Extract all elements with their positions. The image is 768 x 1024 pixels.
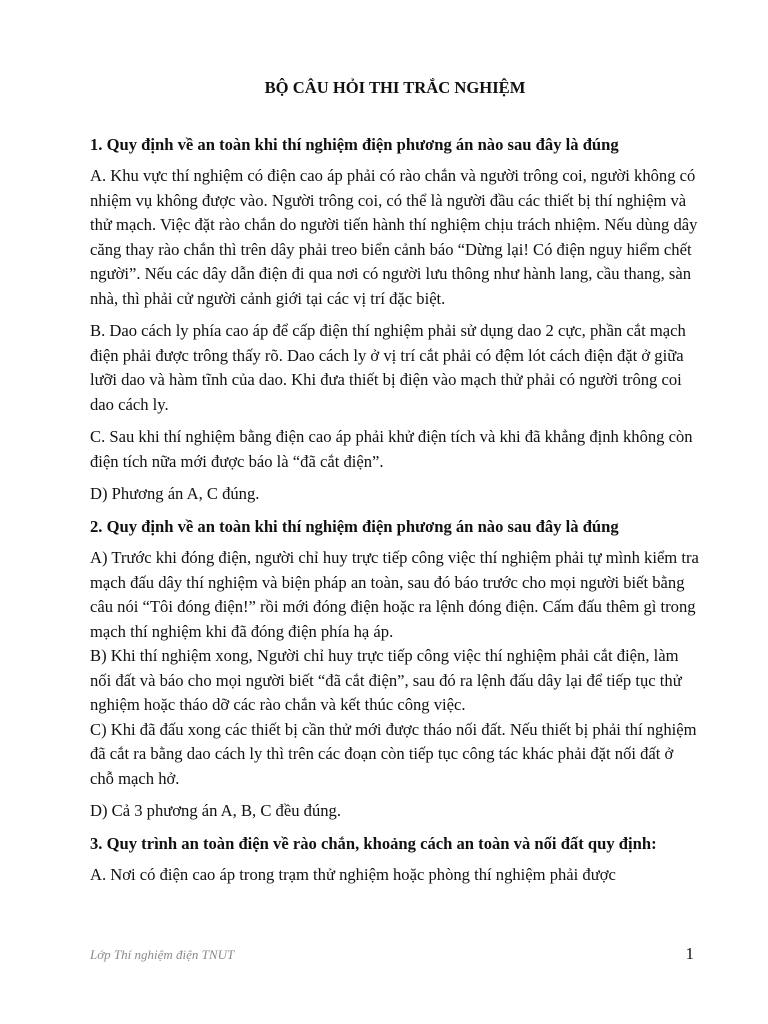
document-page [90, 76, 700, 896]
question-1-option-b: B. Dao cách ly phía cao áp để cấp điện thí nghiệm phải sử dụng dao 2 cực, phần cắt mạch điện phải được trông thấy rõ. Dao cách ly ở vị trí cắt phải có đệm lót cách điện đặt ở giữa lưỡi dao và hàm tĩnh của dao. Khi đưa thiết bị điện vào mạch thử phải có người trông coi dao cách ly. [90, 321, 686, 414]
document-title: BỘ CÂU HỎI THI TRẮC NGHIỆM [264, 78, 526, 97]
question-3-heading: 3. Quy trình an toàn điện về rào chắn, khoảng cách an toàn và nối đất quy định: [90, 833, 657, 853]
page-footer [90, 944, 694, 964]
question-1-option-d: D) Phương án A, C đúng. [90, 484, 260, 503]
question-2-option-d: D) Cả 3 phương án A, B, C đều đúng. [90, 801, 341, 820]
question-3-option-a: A. Nơi có điện cao áp trong trạm thử nghiệm hoặc phòng thí nghiệm phải được [90, 865, 616, 884]
question-1-option-a: A. Khu vực thí nghiệm có điện cao áp phải có rào chắn và người trông coi, người không có nhiệm vụ không được vào. Người trông coi, có thể là người đầu các thiết bị thí nghiệm và thử mạch. Việc đặt rào chắn do người tiến hành thí nghiệm chịu trách nhiệm. Nếu dùng dây căng thay rào chắn thì trên dây phải treo biển cảnh báo “Dừng lại! Có điện nguy hiểm chết người”. Nếu các dây dẫn điện đi qua nơi có người lưu thông như hành lang, cầu thang, sàn nhà, thì phải cử người cảnh giới tại các vị trí đặc biệt. [90, 166, 698, 308]
question-2-heading: 2. Quy định về an toàn khi thí nghiệm điện phương án nào sau đây là đúng [90, 516, 619, 536]
question-2-option-a: A) Trước khi đóng điện, người chỉ huy trực tiếp công việc thí nghiệm phải tự mình kiểm tra mạch đấu dây thí nghiệm và biện pháp an toàn, sau đó báo trước cho mọi người biết bằng câu nói “Tôi đóng điện!” rồi mới đóng điện hoặc ra lệnh đóng điện. Cấm đấu thêm gì trong mạch thí nghiệm khi đã đóng điện phía hạ áp. [90, 548, 699, 641]
question-2-option-b: B) Khi thí nghiệm xong, Người chỉ huy trực tiếp công việc thí nghiệm phải cắt điện, làm nối đất và báo cho mọi người biết “đã cắt điện”, sau đó ra lệnh đấu dây lại để tiếp tục thử nghiệm hoặc tháo dỡ các rào chắn và kết thúc công việc. [90, 646, 682, 714]
question-1-option-c: C. Sau khi thí nghiệm bằng điện cao áp phải khử điện tích và khi đã khẳng định không còn điện tích nữa mới được báo là “đã cắt điện”. [90, 427, 693, 471]
page-number: 1 [685, 944, 694, 963]
footer-label: Lớp Thí nghiệm điện TNUT [90, 947, 235, 962]
question-2-option-c: C) Khi đã đấu xong các thiết bị cần thử mới được tháo nối đất. Nếu thiết bị phải thí nghiệm đã cắt ra bằng dao cách ly thì trên các đoạn còn tiếp tục công tác khác phải đặt nối đất ở chỗ mạch hở. [90, 719, 697, 788]
question-1-heading: 1. Quy định về an toàn khi thí nghiệm điện phương án nào sau đây là đúng [90, 134, 619, 154]
